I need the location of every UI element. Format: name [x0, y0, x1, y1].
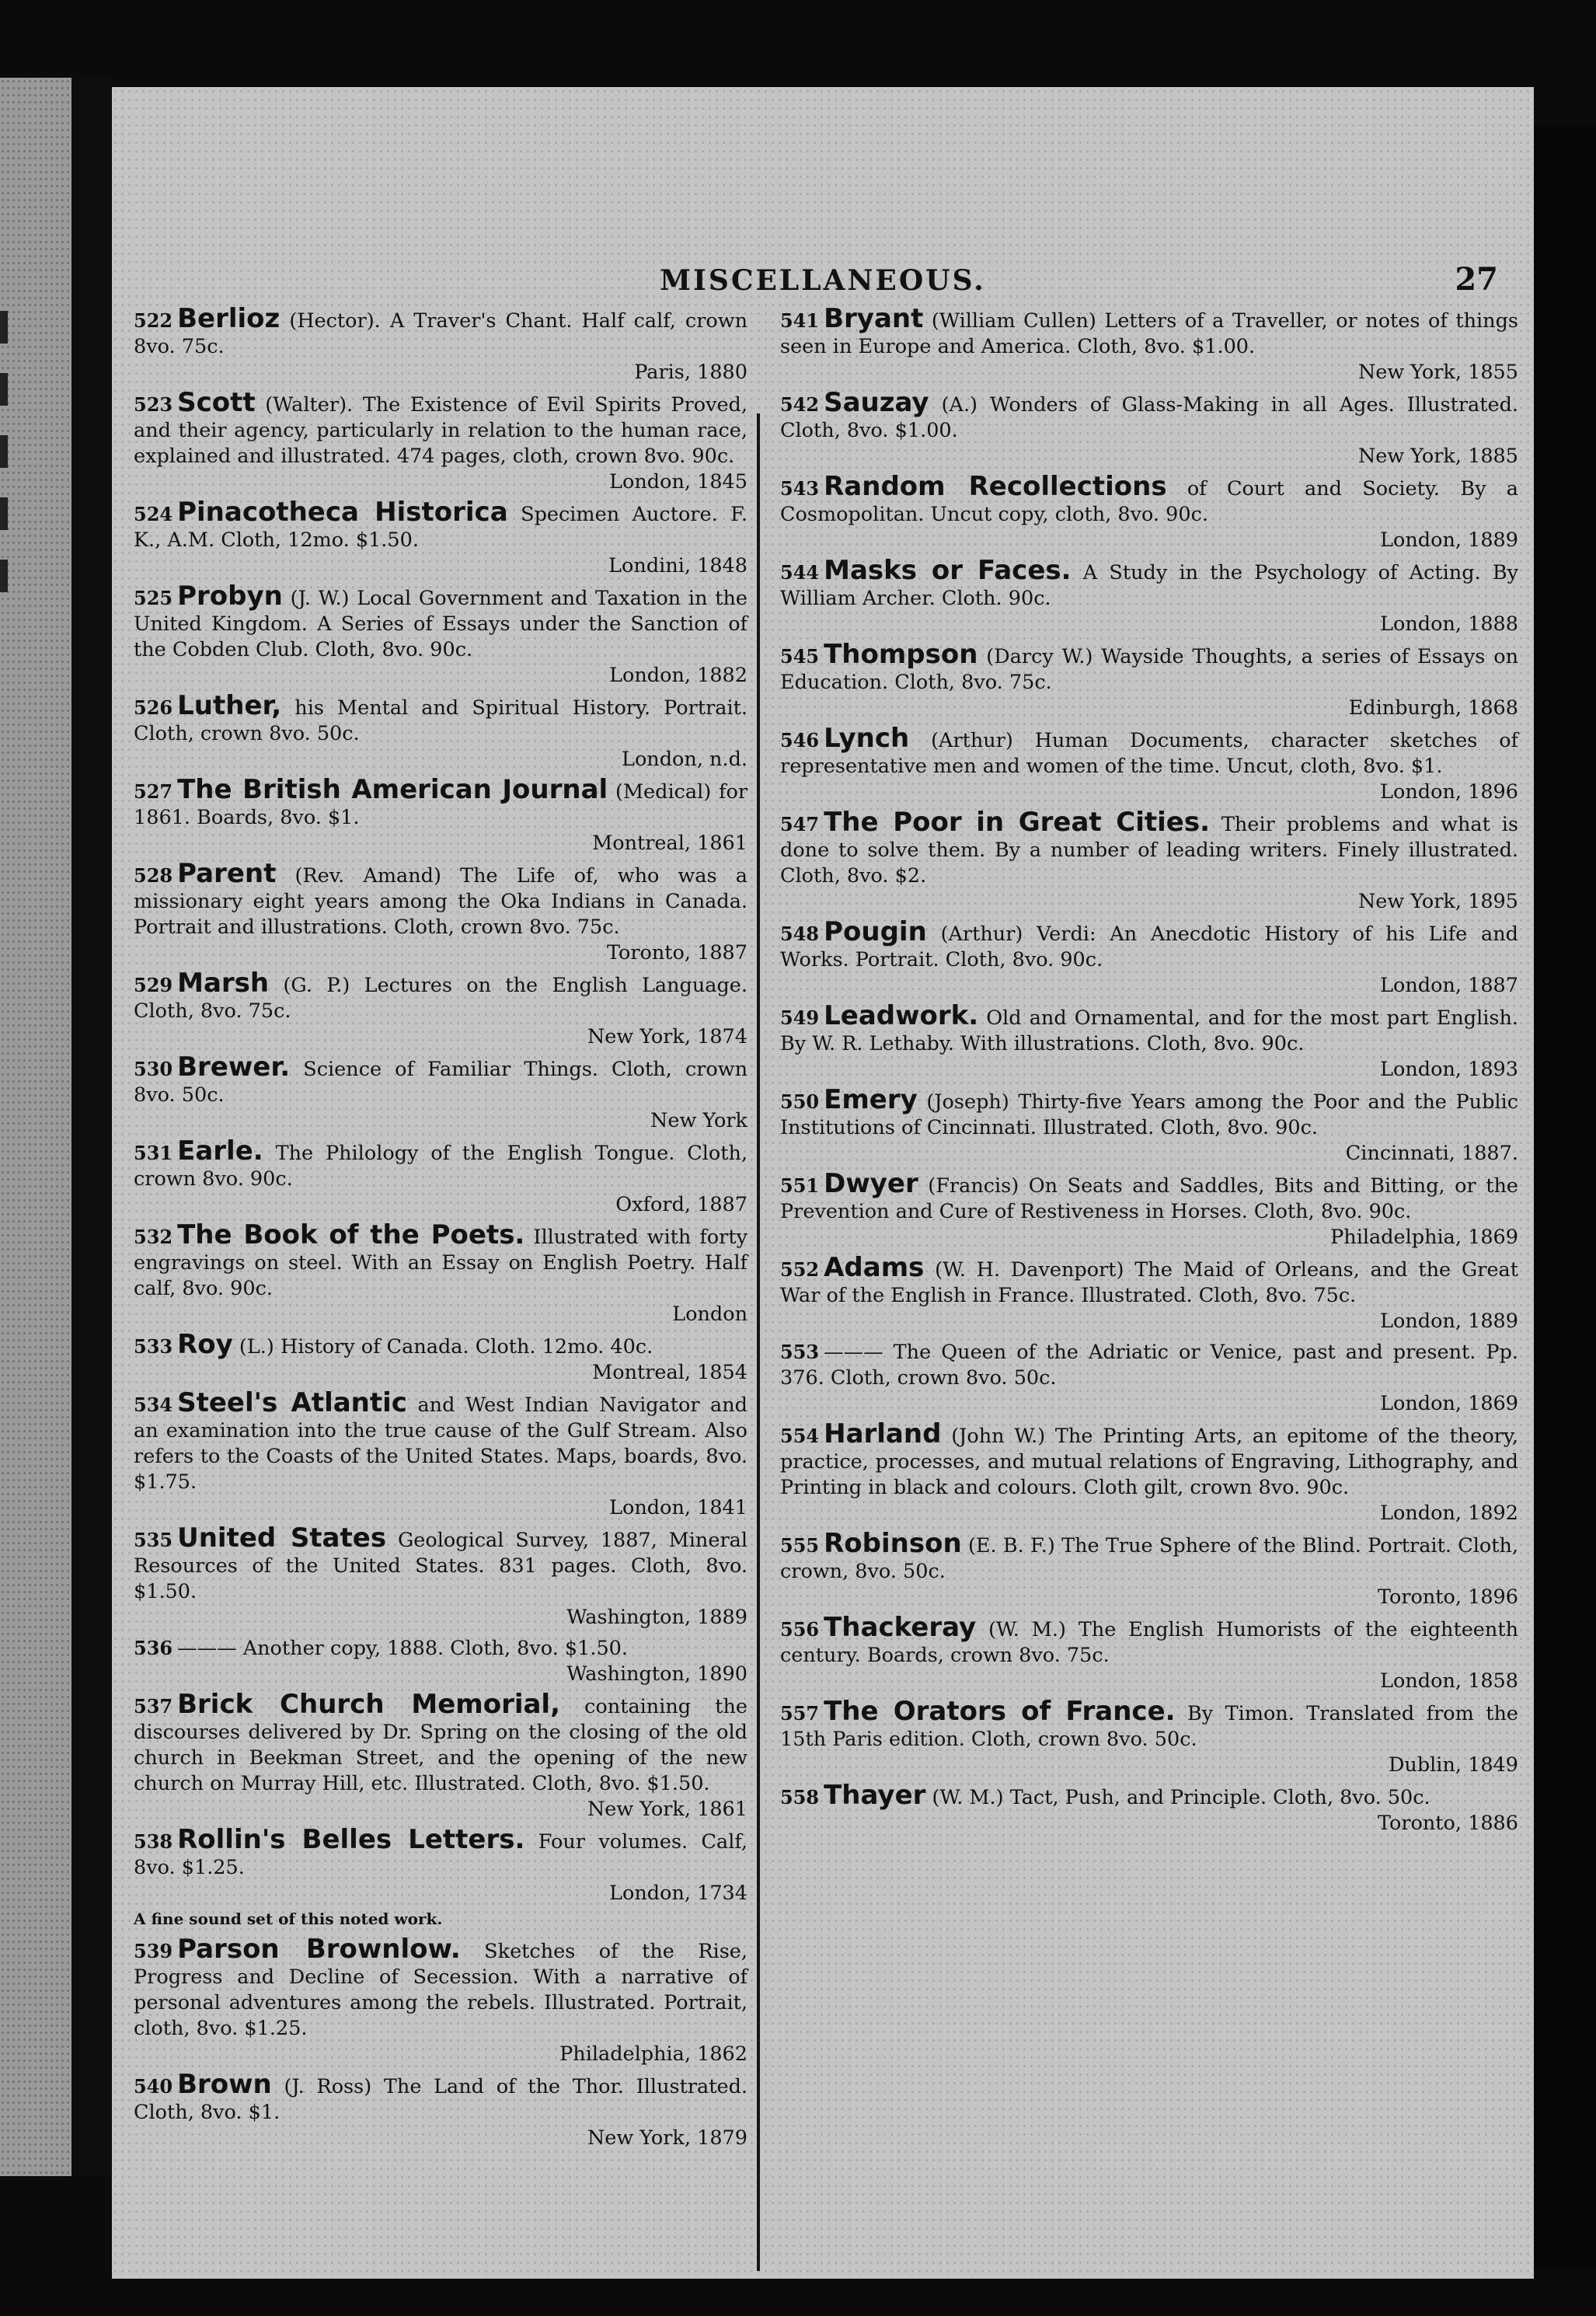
entry-title: Brick Church Memorial, [177, 1689, 561, 1720]
entry-number: 532 [134, 1226, 173, 1248]
entry-title: Harland [824, 1418, 942, 1449]
catalogue-entry [134, 690, 747, 773]
left-column [134, 303, 748, 2156]
entry-imprint: London, 1896 [1380, 780, 1518, 804]
entry-title: Bryant [824, 303, 924, 334]
entry-title: Rollin's Belles Letters. [177, 1824, 525, 1855]
entry-imprint: London [672, 1303, 747, 1326]
entry-number: 530 [134, 1058, 173, 1080]
entry-number: 545 [780, 645, 820, 668]
entry-imprint: Philadelphia, 1862 [559, 2042, 747, 2066]
entry-number: 540 [134, 2075, 173, 2098]
entry-title: United States [177, 1522, 387, 1554]
entry-imprint: London, 1858 [1380, 1669, 1518, 1693]
entry-imprint: London, 1888 [1380, 612, 1518, 636]
entry-imprint: London, 1845 [609, 470, 747, 494]
entry-number: 537 [134, 1695, 173, 1718]
entry-title: Earle. [177, 1135, 263, 1167]
entry-imprint: New York, 1879 [587, 2126, 747, 2150]
adjacent-page-edge [0, 78, 71, 2176]
entry-title: Scott [177, 387, 256, 418]
entry-number: 556 [780, 1618, 820, 1641]
catalogue-entry [780, 1528, 1519, 1610]
entry-description: A Study in the Psychology of Acting. By William Archer. Cloth. 90c. [780, 561, 1518, 610]
entry-imprint: London, 1887 [1380, 974, 1518, 997]
entry-description: (W. H. Davenport) The Maid of Orleans, and the Great War of the English in France. Illustrated. Cloth, 8vo. 75c. [780, 1258, 1518, 1307]
entry-imprint: Toronto, 1886 [1377, 1812, 1518, 1835]
entry-description: Their problems and what is done to solve them. By a number of leading writers. Finely illustrated. Cloth, 8vo. $2. [780, 813, 1518, 888]
catalogue-entry [134, 1689, 748, 1822]
entry-description: (Walter). The Existence of Evil Spirits Proved, and their agency, particularly in relation to the human race, explained and illustrated. 474 pages, cloth, crown 8vo. 90c. [134, 393, 747, 468]
entry-description: his Mental and Spiritual History. Portrait. Cloth, crown 8vo. 50c. [134, 696, 747, 745]
entry-note: A fine sound set of this noted work. [134, 1910, 443, 1928]
entry-number: 524 [134, 503, 173, 525]
catalogue-page [112, 87, 1534, 2279]
entry-description: of Court and Society. By a Cosmopolitan. Uncut copy, cloth, 8vo. 90c. [780, 477, 1518, 526]
entry-imprint: Dublin, 1849 [1388, 1753, 1518, 1777]
entry-title: Berlioz [177, 303, 281, 334]
entry-number: 544 [780, 561, 820, 584]
entry-number: 548 [780, 923, 820, 945]
catalogue-entry [134, 968, 747, 1050]
catalogue-entry [780, 639, 1518, 721]
entry-number: 541 [780, 309, 820, 332]
entry-number: 533 [134, 1335, 173, 1358]
catalogue-entry [780, 1418, 1518, 1526]
entry-number: 549 [780, 1006, 820, 1029]
entry-imprint: Washington, 1889 [566, 1606, 747, 1629]
entry-imprint: London, 1889 [1380, 1310, 1518, 1333]
entry-number: 542 [780, 393, 820, 416]
entry-number: 536 [134, 1637, 173, 1659]
adjacent-page-text-fragment [0, 311, 8, 344]
catalogue-entry [134, 581, 748, 689]
entry-title: Leadwork. [824, 1000, 979, 1031]
entry-title: Steel's Atlantic [177, 1387, 407, 1418]
adjacent-page-text-fragment [0, 435, 8, 468]
catalogue-entry [134, 303, 747, 385]
entry-description: ——— The Queen of the Adriatic or Venice, past and present. Pp. 376. Cloth, crown 8vo. 50c. [780, 1341, 1518, 1390]
entry-title: Brewer. [177, 1052, 291, 1083]
catalogue-entry [780, 1612, 1518, 1694]
entry-title: Roy [177, 1329, 233, 1360]
adjacent-page-text-fragment [0, 560, 8, 592]
entry-title: Thackeray [824, 1612, 977, 1643]
entry-number: 552 [780, 1258, 820, 1281]
catalogue-entry [134, 774, 748, 856]
catalogue-entry [780, 1696, 1518, 1778]
page-number: 27 [1455, 261, 1498, 298]
entry-title: Probyn [177, 581, 283, 612]
catalogue-entry [134, 1219, 748, 1327]
catalogue-entry [780, 1000, 1518, 1083]
entry-number: 535 [134, 1529, 173, 1551]
entry-imprint: London, 1893 [1380, 1058, 1518, 1081]
entry-number: 550 [780, 1090, 820, 1113]
entry-imprint: New York, 1874 [587, 1025, 747, 1048]
entry-title: Lynch [824, 723, 910, 754]
entry-imprint: London, 1882 [609, 664, 747, 687]
catalogue-entry [134, 1329, 747, 1386]
catalogue-entry [134, 1934, 747, 2067]
entry-number: 527 [134, 780, 173, 803]
catalogue-entry [780, 1168, 1519, 1250]
entry-imprint: Paris, 1880 [634, 361, 747, 384]
entry-title: Pougin [824, 916, 927, 947]
entry-title: Parson Brownlow. [177, 1934, 461, 1965]
entry-description: (Darcy W.) Wayside Thoughts, a series of Essays on Education. Cloth, 8vo. 75c. [780, 645, 1518, 694]
catalogue-entry [780, 1339, 1518, 1417]
entry-description: (L.) History of Canada. Cloth. 12mo. 40c. [239, 1335, 653, 1359]
entry-imprint: New York, 1855 [1357, 361, 1518, 384]
catalogue-entry [780, 555, 1518, 637]
catalogue-entry [134, 1135, 748, 1218]
entry-title: Pinacotheca Historica [177, 497, 508, 528]
entry-title: Parent [177, 858, 277, 889]
catalogue-entry [780, 916, 1518, 999]
entry-description: (Francis) On Seats and Saddles, Bits and Bitting, or the Prevention and Cure of Restiveness in Horses. Cloth, 8vo. 90c. [780, 1174, 1519, 1223]
entry-number: 526 [134, 696, 173, 719]
entry-description: (Joseph) Thirty-five Years among the Poor and the Public Institutions of Cincinnati. Illustrated. Cloth, 8vo. 90c. [780, 1090, 1518, 1139]
entry-imprint: New York, 1885 [1357, 445, 1518, 468]
entry-title: Luther, [177, 690, 282, 721]
entry-description: The Philology of the English Tongue. Cloth, crown 8vo. 90c. [134, 1142, 748, 1191]
entry-title: Brown [177, 2069, 272, 2100]
adjacent-page-text-fragment [0, 497, 8, 530]
catalogue-entry [134, 387, 747, 495]
entry-description: (Rev. Amand) The Life of, who was a missionary eight years among the Oka Indians in Canada. Portrait and illustrations. Cloth, crown 8vo. 75c. [134, 864, 748, 939]
entry-number: 529 [134, 974, 173, 996]
entry-imprint: London, n.d. [622, 748, 747, 771]
catalogue-entry [134, 497, 747, 579]
entry-imprint: London, 1734 [609, 1882, 747, 1905]
entry-description: (Medical) for 1861. Boards, 8vo. $1. [134, 780, 748, 829]
entry-imprint: Washington, 1890 [566, 1662, 747, 1686]
entry-number: 547 [780, 813, 820, 835]
entry-imprint: Edinburgh, 1868 [1348, 696, 1518, 720]
entry-number: 555 [780, 1534, 820, 1557]
catalogue-entry [780, 807, 1518, 915]
entry-number: 522 [134, 309, 173, 332]
catalogue-entry [134, 1522, 747, 1631]
entry-number: 528 [134, 864, 173, 887]
entry-imprint: Toronto, 1887 [606, 941, 747, 964]
entry-title: Emery [824, 1084, 918, 1115]
entry-description: (Arthur) Verdi: An Anecdotic History of his Life and Works. Portrait. Cloth, 8vo. 90c. [780, 923, 1518, 971]
entry-imprint: London, 1869 [1380, 1392, 1518, 1415]
entry-number: 525 [134, 587, 173, 609]
entry-description: Four volumes. Calf, 8vo. $1.25. [134, 1830, 747, 1879]
entry-imprint: Cincinnati, 1887. [1345, 1142, 1518, 1165]
entry-title: The British American Journal [177, 774, 608, 805]
entry-title: Marsh [177, 968, 270, 999]
entry-title: Thayer [824, 1780, 926, 1811]
catalogue-entry [134, 1824, 747, 1932]
entry-number: 554 [780, 1425, 820, 1447]
entry-number: 538 [134, 1830, 173, 1853]
entry-title: Adams [824, 1252, 925, 1283]
entry-number: 534 [134, 1393, 173, 1416]
entry-description: (John W.) The Printing Arts, an epitome of the theory, practice, processes, and mutual relations of Engraving, Lithography, and Printing in black and colours. Cloth gilt, crown 8vo. 90c. [780, 1425, 1518, 1499]
catalogue-entry [780, 723, 1518, 805]
entry-number: 553 [780, 1341, 820, 1363]
entry-description: (A.) Wonders of Glass-Making in all Ages. Illustrated. Cloth, 8vo. $1.00. [780, 393, 1519, 442]
entry-number: 558 [780, 1786, 820, 1809]
entry-title: Sauzay [824, 387, 929, 418]
entry-description: Specimen Auctore. F. K., A.M. Cloth, 12mo. $1.50. [134, 503, 747, 552]
catalogue-entry [134, 1052, 747, 1134]
entry-imprint: New York [650, 1109, 747, 1132]
entry-imprint: London, 1889 [1380, 528, 1518, 552]
entry-imprint: Philadelphia, 1869 [1330, 1226, 1518, 1249]
catalogue-entry [780, 1780, 1518, 1836]
entry-imprint: Oxford, 1887 [615, 1193, 747, 1216]
entry-description: (Arthur) Human Documents, character sketches of representative men and women of the time. Uncut, cloth, 8vo. $1. [780, 729, 1518, 778]
right-column [780, 303, 1519, 1841]
entry-title: Robinson [824, 1528, 962, 1559]
entry-description: ——— Another copy, 1888. Cloth, 8vo. $1.50. [177, 1637, 629, 1660]
catalogue-entry [134, 2069, 747, 2151]
catalogue-entry [780, 387, 1519, 469]
entry-description: Science of Familiar Things. Cloth, crown 8vo. 50c. [134, 1058, 747, 1107]
entry-number: 551 [780, 1174, 820, 1197]
entry-description: (W. M.) Tact, Push, and Principle. Cloth, 8vo. 50c. [932, 1786, 1430, 1809]
catalogue-entry [134, 1635, 747, 1687]
entry-title: The Book of the Poets. [177, 1219, 525, 1250]
entry-description: (J. W.) Local Government and Taxation in the United Kingdom. A Series of Essays under the Sanction of the Cobden Club. Cloth, 8vo. 90c. [134, 587, 748, 661]
entry-description: Illustrated with forty engravings on steel. With an Essay on English Poetry. Half calf, 8vo. 90c. [134, 1226, 748, 1300]
entry-number: 546 [780, 729, 820, 752]
catalogue-entry [134, 1387, 748, 1521]
entry-imprint: Toronto, 1896 [1377, 1585, 1518, 1609]
entry-imprint: New York, 1895 [1357, 890, 1518, 913]
entry-imprint: Londini, 1848 [608, 554, 747, 577]
catalogue-entry [134, 858, 748, 966]
entry-description: (Hector). A Traver's Chant. Half calf, crown 8vo. 75c. [134, 309, 747, 358]
entry-title: Masks or Faces. [824, 555, 1072, 586]
entry-description: (W. M.) The English Humorists of the eighteenth century. Boards, crown 8vo. 75c. [780, 1618, 1518, 1667]
catalogue-entry [780, 303, 1518, 385]
entry-title: The Orators of France. [824, 1696, 1176, 1727]
entry-description: Geological Survey, 1887, Mineral Resources of the United States. 831 pages. Cloth, 8vo. $1.50. [134, 1529, 747, 1603]
entry-imprint: London, 1841 [609, 1496, 747, 1519]
entry-imprint: Montreal, 1861 [592, 832, 747, 855]
entry-description: (E. B. F.) The True Sphere of the Blind. Portrait. Cloth, crown, 8vo. 50c. [780, 1534, 1519, 1583]
entry-imprint: London, 1892 [1380, 1502, 1518, 1525]
entry-number: 531 [134, 1142, 173, 1164]
entry-description: containing the discourses delivered by Dr. Spring on the closing of the old church in Beekman Street, and the opening of the new church on Murray Hill, etc. Illustrated. Cloth, 8vo. $1.50. [134, 1695, 748, 1795]
entry-title: Dwyer [824, 1168, 918, 1199]
book-gutter [71, 78, 112, 2176]
entry-description: (J. Ross) The Land of the Thor. Illustrated. Cloth, 8vo. $1. [134, 2075, 747, 2124]
entry-number: 523 [134, 393, 173, 416]
scan-background [1534, 124, 1596, 2269]
catalogue-entry [780, 1252, 1518, 1334]
entry-imprint: Montreal, 1854 [592, 1361, 747, 1384]
entry-imprint: New York, 1861 [587, 1798, 747, 1821]
entry-description: (G. P.) Lectures on the English Language. Cloth, 8vo. 75c. [134, 974, 747, 1023]
column-divider [757, 413, 760, 2271]
catalogue-entry [780, 471, 1518, 553]
catalogue-entry [780, 1084, 1518, 1167]
entry-title: Thompson [824, 639, 978, 670]
entry-description: By Timon. Translated from the 15th Paris edition. Cloth, crown 8vo. 50c. [780, 1702, 1518, 1751]
adjacent-page-text-fragment [0, 373, 8, 406]
entry-title: Random Recollections [824, 471, 1167, 502]
entry-description: Sketches of the Rise, Progress and Decline of Secession. With a narrative of personal adventures among the rebels. Illustrated. Portrait, cloth, 8vo. $1.25. [134, 1940, 747, 2040]
entry-description: and West Indian Navigator and an examination into the true cause of the Gulf Stream. Also refers to the Coasts of the United States. Maps, boards, 8vo. $1.75. [134, 1393, 748, 1494]
entry-title: The Poor in Great Cities. [824, 807, 1211, 838]
entry-number: 539 [134, 1940, 173, 1962]
entry-description: (William Cullen) Letters of a Traveller, or notes of things seen in Europe and America. Cloth, 8vo. $1.00. [780, 309, 1518, 358]
page-header-title: MISCELLANEOUS. [660, 264, 986, 297]
entry-description: Old and Ornamental, and for the most part English. By W. R. Lethaby. With illustrations. Cloth, 8vo. 90c. [780, 1006, 1518, 1055]
entry-number: 557 [780, 1702, 820, 1725]
entry-number: 543 [780, 477, 820, 500]
